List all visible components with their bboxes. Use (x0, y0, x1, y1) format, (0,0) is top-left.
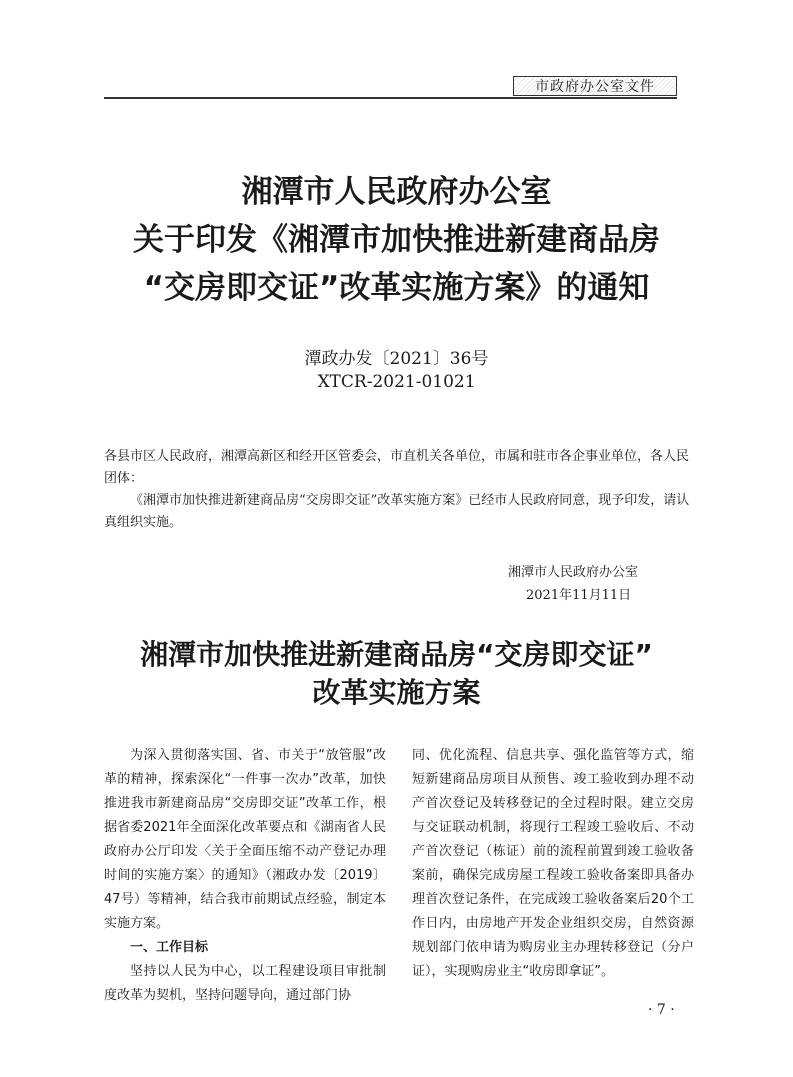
notice-title-line-1: 湘潭市人民政府办公室 (241, 174, 552, 210)
plan-body-left-column (104, 744, 386, 1008)
page-number: · 7 · (648, 1002, 675, 1018)
plan-title-line-2: 改革实施方案 (312, 676, 481, 709)
addressee: 各县市区人民政府，湘潭高新区和经开区管委会，市直机关各单位，市属和驻市各企事业单位，各人民团体： (104, 449, 690, 486)
plan-intro-paragraph: 为深入贯彻落实国、省、市关于“放管服”改革的精神，探索深化“一件事一次办”改革，加快推进我市新建商品房“交房即交证”改革工作，根据省委2021年全面深化改革要点和《湖南省人民政府办公厅印发〈关于全面压缩不动产登记办理时间的实施方案〉的通知》（湘政办发〔2019〕47号）等精神，结合我市前期试点经验，制定本实施方案。 (104, 748, 386, 931)
signature-date: 2021年11月11日 (526, 588, 632, 603)
notice-title-line-2: 关于印发《湘潭市加快推进新建商品房 (133, 222, 660, 258)
notice-title-line-3: “交房即交证”改革实施方案》的通知 (143, 270, 650, 306)
section1-paragraph-start: 坚持以人民为中心，以工程建设项目审批制度改革为契机，坚持问题导向，通过部门协 (104, 964, 386, 1003)
notice-title (80, 168, 713, 312)
section1-paragraph-continued: 同、优化流程、信息共享、强化监管等方式，缩短新建商品房项目从预售、竣工验收到办理不动产首次登记及转移登记的全过程时限。建立交房与交证联动机制，将现行工程竣工验收后、不动产首次登记（栋证）前的流程前置到竣工验收备案前，确保完成房屋工程竣工验收备案即具备办理首次登记条件，在完成竣工验收备案后20个工作日内，由房地产开发企业组织交房，自然资源规划部门依申请为购房业主办理转移登记（分户证），实现购房业主“收房即拿证”。 (412, 748, 694, 979)
header-divider (104, 97, 677, 99)
document-category-tag: 市政府办公室文件 (513, 76, 677, 96)
plan-title-line-1: 湘潭市加快推进新建商品房“交房即交证” (140, 638, 653, 671)
signature-org: 湘潭市人民政府办公室 (508, 565, 639, 580)
section-heading-goals: 一、工作目标 (130, 940, 209, 955)
plan-title (80, 636, 713, 712)
registration-code: XTCR-2021-01021 (317, 372, 476, 392)
notice-body: 《湘潭市加快推进新建商品房“交房即交证”改革实施方案》已经市人民政府同意，现予印发，请认真组织实施。 (104, 493, 690, 530)
document-number: 潭政办发〔2021〕36号 (304, 349, 489, 369)
plan-body-right-column (412, 744, 694, 984)
